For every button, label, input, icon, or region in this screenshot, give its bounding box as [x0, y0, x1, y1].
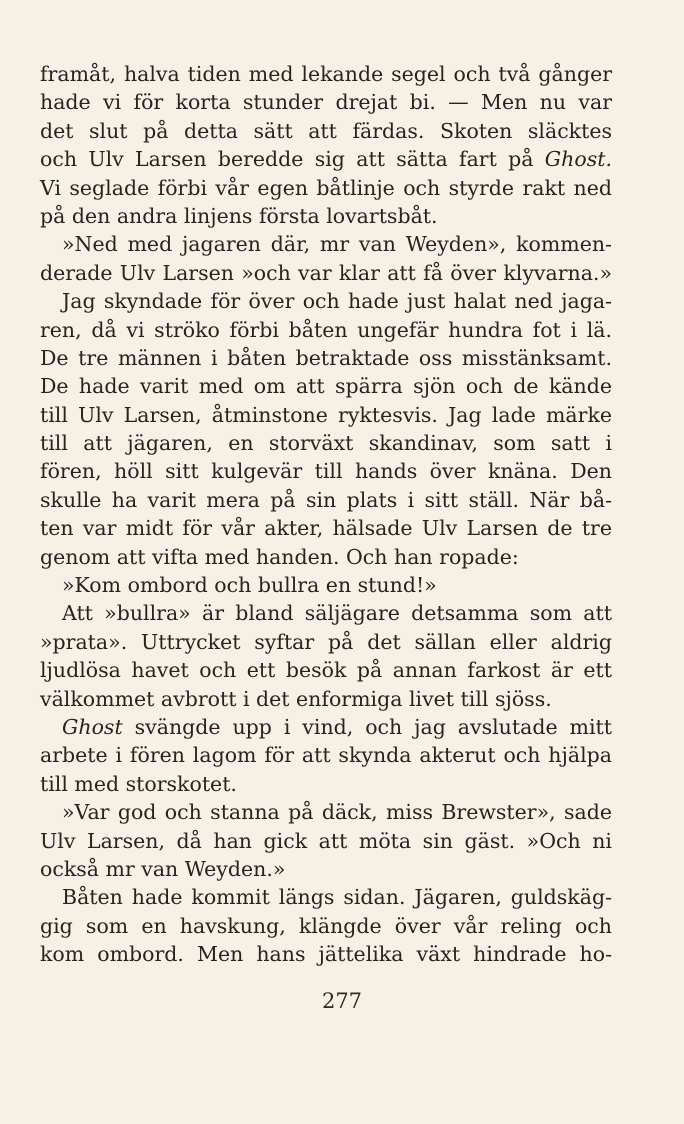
text-line: framåt, halva tiden med lekande segel och två gånger [40, 62, 612, 86]
text-line: ren, då vi ströko förbi båten ungefär hundra fot i lä. [40, 317, 612, 342]
text-line: det slut på detta sätt att färdas. Skoten släcktes [40, 118, 612, 143]
text-line: »Ned med jagaren där, mr van Weyden», kommen- [62, 232, 612, 257]
text-line: Båten hade kommit längs sidan. Jägaren, guldskäg- [62, 885, 612, 910]
text-line: välkommet avbrott i det enformiga livet till sjöss. [40, 686, 552, 711]
text-line: »Var god och stanna på däck, miss Brewster», sade [62, 800, 612, 825]
text-line: Ulv Larsen, då han gick att möta sin gäst. »Och ni [40, 828, 612, 853]
text-line [40, 713, 612, 741]
text-line: till att jägaren, en storväxt skandinav, som satt i [40, 431, 612, 456]
text-line: hade vi för korta stunder drejat bi. — Men nu var [40, 90, 612, 115]
text-line: ljudlösa havet och ett besök på annan farkost är ett [40, 658, 612, 683]
text-line: till med storskotet. [40, 771, 237, 796]
text-line: Att »bullra» är bland säljägare detsamma som att [62, 601, 612, 626]
text-line: Vi seglade förbi vår egen båtlinje och styrde rakt ned [40, 175, 612, 200]
text-line: kom ombord. Men hans jättelika växt hindrade ho- [40, 942, 612, 967]
ship-name-italic: Ghost [62, 714, 123, 739]
text-segment: svängde upp i vind, och jag avslutade mitt [122, 714, 612, 739]
text-line [40, 145, 612, 173]
text-line: derade Ulv Larsen »och var klar att få över klyvarna.» [40, 260, 612, 285]
text-line: »Kom ombord och bullra en stund!» [62, 573, 437, 598]
text-line: skulle ha varit mera på sin plats i sitt ställ. När bå- [40, 487, 612, 512]
ship-name-italic: Ghost. [544, 147, 612, 172]
text-line: De tre männen i båten betraktade oss misstänksamt. [40, 345, 612, 370]
page-number: 277 [321, 989, 363, 1013]
text-line: Jag skyndade för över och hade just halat ned jaga- [62, 289, 612, 314]
body-text [40, 60, 612, 969]
text-line: De hade varit med om att spärra sjön och de kände [40, 374, 612, 399]
text-line: till Ulv Larsen, åtminstone ryktesvis. Jag lade märke [40, 402, 612, 427]
text-segment: och Ulv Larsen beredde sig att sätta fart på [40, 147, 545, 172]
text-line: genom att vifta med handen. Och han ropade: [40, 544, 519, 569]
text-line: också mr van Weyden.» [40, 856, 286, 881]
text-line: arbete i fören lagom för att skynda akterut och hjälpa [40, 743, 612, 768]
text-line: på den andra linjens första lovartsbåt. [40, 203, 438, 228]
text-line: »prata». Uttrycket syftar på det sällan eller aldrig [40, 629, 612, 654]
text-line: ten var midt för vår akter, hälsade Ulv Larsen de tre [40, 516, 612, 541]
text-line: fören, höll sitt kulgevär till hands över knäna. Den [40, 459, 612, 484]
text-line: gig som en havskung, klängde över vår reling och [40, 913, 612, 938]
